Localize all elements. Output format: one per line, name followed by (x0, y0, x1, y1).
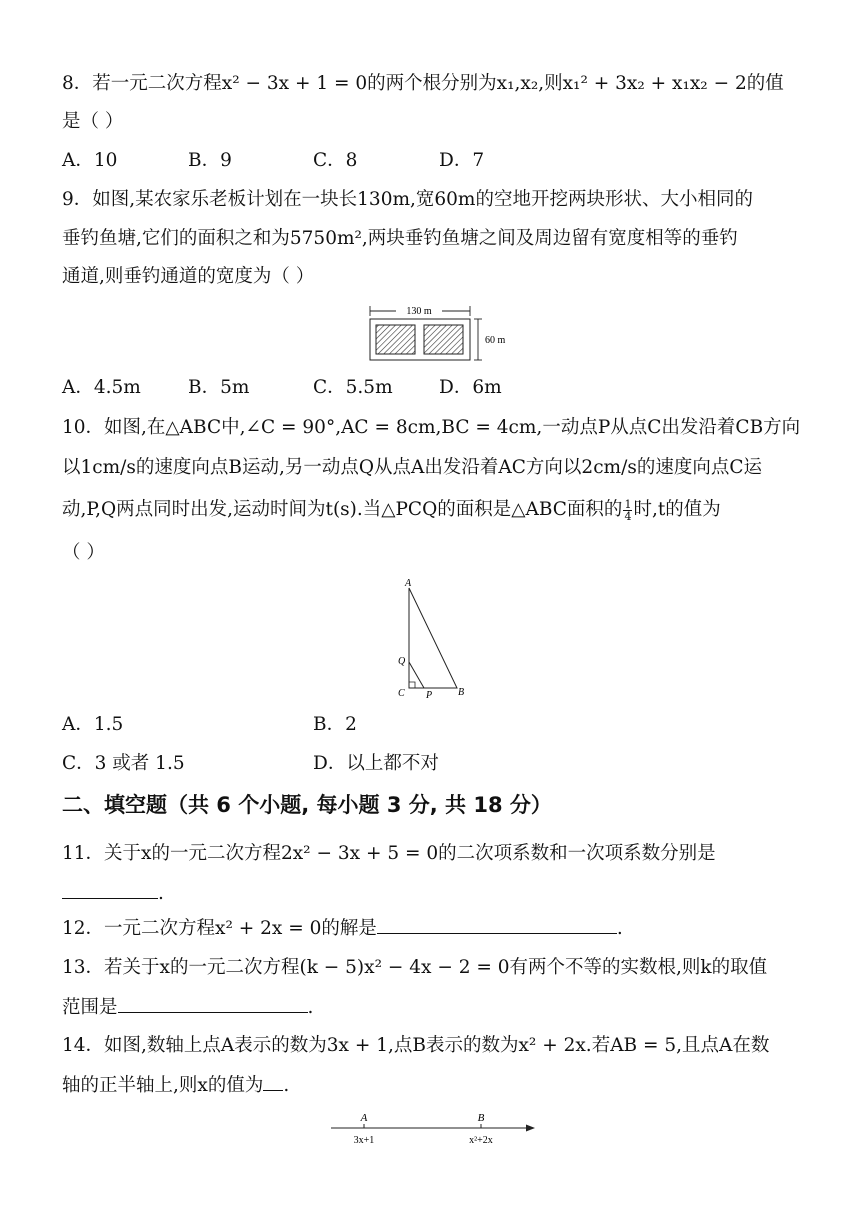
label-p: P (426, 690, 433, 701)
q9-option-a: A．4.5m (62, 377, 141, 398)
q13-line2 (62, 994, 313, 1021)
q10-option-c: C．3 或者 1.5 (62, 753, 185, 774)
q10-line2: 以1cm/s的速度向点B运动,另一动点Q从点A出发沿着AC方向以2cm/s的速度向点C运 (62, 457, 762, 478)
q10-option-a: A．1.5 (62, 714, 124, 735)
point-b-label: B (477, 1112, 485, 1124)
q8-line2: 是（ ） (62, 111, 124, 132)
q12-period: . (616, 918, 623, 939)
q9-line3: 通道,则垂钓通道的宽度为（ ） (62, 266, 315, 287)
q14-text: 轴的正半轴上,则x的值为 (62, 1075, 264, 1096)
width-label: 130 m (406, 306, 432, 317)
q12-text: 12．一元二次方程x² + 2x = 0的解是 (62, 918, 377, 939)
q8-option-d: D．7 (439, 150, 485, 171)
q10-fraction (623, 499, 632, 522)
q13-answer-blank[interactable] (118, 994, 308, 1013)
q10-line3-end: 时,t的值为 (633, 499, 721, 520)
q14-period: . (283, 1075, 290, 1096)
label-a: A (405, 578, 412, 589)
triangle-abc (409, 588, 457, 688)
q14-number-line-figure (325, 1106, 540, 1150)
section2-title: 二、填空题（共 6 个小题, 每小题 3 分, 共 18 分） (62, 793, 552, 817)
q10-option-b: B．2 (313, 714, 357, 735)
q9-line2: 垂钓鱼塘,它们的面积之和为5750m²,两块垂钓鱼塘之间及周边留有宽度相等的垂钓 (62, 228, 738, 249)
q13-text: 范围是 (62, 997, 118, 1018)
q9-option-b: B．5m (188, 377, 250, 398)
number-line-arrow (526, 1125, 535, 1132)
q10-option-d: D．以上都不对 (313, 753, 439, 774)
fraction-numerator: 1 (624, 497, 632, 511)
q11-period: . (158, 883, 164, 904)
q14-line2 (62, 1072, 289, 1099)
q13-line1: 13．若关于x的一元二次方程(k − 5)x² − 4x − 2 = 0有两个不等的实数根,则k的取值 (62, 957, 768, 978)
q14-answer-blank[interactable] (263, 1072, 283, 1091)
q14-line1: 14．如图,数轴上点A表示的数为3x + 1,点B表示的数为x² + 2x.若AB = 5,且点A在数 (62, 1035, 770, 1056)
label-c: C (398, 688, 405, 699)
height-label: 60 m (485, 335, 506, 346)
q9-line1: 9．如图,某农家乐老板计划在一块长130m,宽60m的空地开挖两块形状、大小相同的 (62, 189, 753, 210)
pond-right (424, 325, 463, 354)
pond-left (376, 325, 415, 354)
q13-period: . (307, 997, 314, 1018)
q11-line1: 11．关于x的一元二次方程2x² − 3x + 5 = 0的二次项系数和一次项系数分别是 (62, 843, 716, 864)
q9-pond-figure (360, 298, 510, 366)
q9-option-d: D．6m (439, 377, 502, 398)
q8-line1: 8．若一元二次方程x² − 3x + 1 = 0的两个根分别为x₁,x₂,则x₁² + 3x₂ + x₁x₂ − 2的值 (62, 73, 784, 94)
label-q: Q (398, 656, 406, 667)
q10-line3-start: 动,P,Q两点同时出发,运动时间为t(s).当△PCQ的面积是△ABC面积的 (62, 499, 623, 520)
q11-line2 (62, 880, 164, 907)
q10-line3 (62, 497, 721, 523)
q10-line4: （ ） (62, 542, 105, 563)
q11-answer-blank[interactable] (62, 880, 158, 899)
q12-answer-blank[interactable] (377, 915, 617, 934)
q8-option-c: C．8 (313, 150, 358, 171)
label-b: B (458, 687, 465, 698)
q10-triangle-figure (390, 574, 480, 702)
q8-option-b: B．9 (188, 150, 232, 171)
fraction-denominator: 4 (624, 509, 632, 523)
value-b-label: x²+2x (469, 1135, 493, 1146)
right-angle-mark (409, 682, 415, 688)
point-a-label: A (360, 1112, 368, 1124)
q12-line (62, 915, 623, 942)
value-a-label: 3x+1 (353, 1135, 375, 1146)
q10-line1: 10．如图,在△ABC中,∠C = 90°,AC = 8cm,BC = 4cm,一动点P从点C出发沿着CB方向 (62, 417, 801, 438)
segment-pq (409, 662, 424, 688)
q9-option-c: C．5.5m (313, 377, 393, 398)
q8-option-a: A．10 (62, 150, 118, 171)
